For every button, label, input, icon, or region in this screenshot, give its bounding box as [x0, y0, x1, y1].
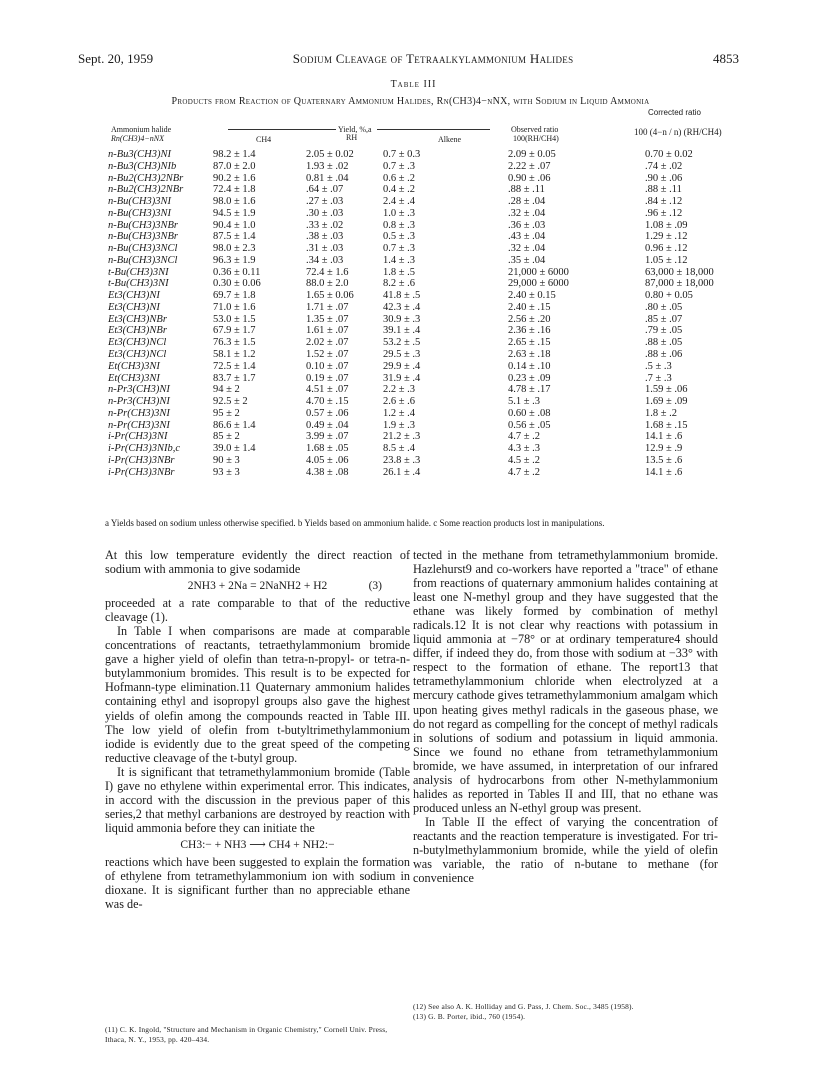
table-label: Table III — [390, 79, 437, 90]
reference-12: (12) See also A. K. Holliday and G. Pass, J. Chem. Soc., 3485 (1958). — [413, 1002, 634, 1011]
table-cell: 4.70 ± .15 — [306, 396, 349, 408]
table-cell: 67.9 ± 1.7 — [213, 325, 256, 337]
table-cell: .35 ± .04 — [508, 254, 546, 266]
table-cell: i-Pr(CH3)3NBr — [108, 466, 175, 478]
table-cell: 1.9 ± .3 — [383, 419, 416, 431]
table-cell: 53.0 ± 1.5 — [213, 313, 256, 325]
paragraph: proceeded at a rate comparable to that of the reductive cleavage (1). — [105, 596, 410, 625]
table-cell: 4.7 ± .2 — [508, 466, 541, 478]
table-cell: 83.7 ± 1.7 — [213, 372, 256, 384]
table-row — [0, 325, 827, 337]
table-cell: 2.40 ± 0.15 — [508, 290, 556, 302]
header-rh: RH — [346, 133, 358, 142]
table-row — [0, 455, 827, 467]
table-cell: 0.96 ± .12 — [645, 243, 688, 255]
table-cell: 2.40 ± .15 — [508, 301, 551, 313]
table-cell: 0.81 ± .04 — [306, 172, 349, 184]
table-cell: .7 ± .3 — [645, 372, 672, 384]
table-cell: 94 ± 2 — [213, 384, 240, 396]
table-row — [0, 220, 827, 232]
table-cell: 1.8 ± .2 — [645, 407, 678, 419]
table-cell: .28 ± .04 — [508, 196, 546, 208]
reference-list-left — [105, 1025, 410, 1044]
table-cell: 1.52 ± .07 — [306, 349, 349, 361]
header-formula: Rn(CH3)4−nNX — [111, 134, 164, 143]
table-cell: 29,000 ± 6000 — [508, 278, 569, 290]
table-cell: 0.8 ± .3 — [383, 219, 416, 231]
table-cell: 1.71 ± .07 — [306, 301, 349, 313]
table-cell: 87.0 ± 2.0 — [213, 160, 256, 172]
table-cell: 1.08 ± .09 — [645, 219, 688, 231]
yield-rule-right — [377, 129, 490, 130]
table-cell: n-Bu3(CH3)NIb — [108, 160, 177, 172]
table-cell: 0.23 ± .09 — [508, 372, 551, 384]
table-cell: 1.4 ± .3 — [383, 254, 416, 266]
header-corrected-formula: 100 (4−n / n) (RH/CH4) — [634, 127, 722, 137]
page-header — [78, 51, 739, 67]
header-ch4: CH4 — [256, 135, 272, 144]
equation-text: CH3:− + NH3 ⟶ CH4 + NH2:− — [180, 838, 335, 851]
table-cell: .31 ± .03 — [306, 243, 344, 255]
table-cell: 2.65 ± .15 — [508, 337, 551, 349]
table-cell: 13.5 ± .6 — [645, 454, 683, 466]
table-cell: Et3(CH3)NI — [108, 290, 160, 302]
table-cell: 90.2 ± 1.6 — [213, 172, 256, 184]
table-cell: .88 ± .05 — [645, 337, 683, 349]
table-cell: n-Pr3(CH3)NI — [108, 396, 170, 408]
table-cell: n-Pr(CH3)3NI — [108, 407, 170, 419]
header-date: Sept. 20, 1959 — [78, 51, 154, 66]
table-cell: t-Bu(CH3)3NI — [108, 266, 169, 278]
table-cell: 4.5 ± .2 — [508, 454, 541, 466]
header-observed-formula: 100(RH/CH4) — [513, 134, 559, 143]
table-row — [0, 467, 827, 479]
table-row — [0, 278, 827, 290]
table-cell: 2.36 ± .16 — [508, 325, 551, 337]
table-cell: .96 ± .12 — [645, 207, 683, 219]
table-cell: 1.93 ± .02 — [306, 160, 349, 172]
table-cell: .74 ± .02 — [645, 160, 683, 172]
paragraph: At this low temperature evidently the direct reaction of sodium with ammonia to give sodamide — [105, 548, 410, 577]
table-cell: 4.38 ± .08 — [306, 466, 349, 478]
table-cell: 0.7 ± .3 — [383, 243, 416, 255]
table-cell: 1.05 ± .12 — [645, 254, 688, 266]
table-cell: 69.7 ± 1.8 — [213, 290, 256, 302]
table-cell: .64 ± .07 — [306, 184, 344, 196]
table-cell: .32 ± .04 — [508, 243, 546, 255]
table-cell: 76.3 ± 1.5 — [213, 337, 256, 349]
table-cell: .32 ± .04 — [508, 207, 546, 219]
table-cell: 14.1 ± .6 — [645, 431, 683, 443]
table-cell: 85 ± 2 — [213, 431, 240, 443]
table-cell: .88 ± .11 — [508, 184, 545, 196]
table-cell: i-Pr(CH3)3NIb,c — [108, 443, 181, 455]
table-cell: Et3(CH3)NCl — [108, 349, 167, 361]
table-cell: 0.10 ± .07 — [306, 360, 349, 372]
table-cell: 1.2 ± .4 — [383, 407, 416, 419]
table-cell: 0.6 ± .2 — [383, 172, 416, 184]
table-row — [0, 408, 827, 420]
corrected-ratio-label: Corrected ratio — [648, 108, 701, 117]
table-cell: 92.5 ± 2 — [213, 396, 248, 408]
paragraph: In Table I when comparisons are made at comparable concentrations of reactants, tetraethylammonium bromide gave a higher yield of olefin than tetra-n-propyl- or tetra-n-butylammonium bromides. This result is to be expected for Hofmann-type elimination.11 Quaternary ammonium halides containing ethyl and isopropyl groups also gave the highest yields of olefin among the compounds reacted in Table III. The low yield of olefin from t-butyltrimethylammonium iodide is evidently due to the great speed of the competing reductive cleavage of the t-butyl group. — [105, 624, 410, 765]
table-cell: 23.8 ± .3 — [383, 454, 421, 466]
table-cell: 4.05 ± .06 — [306, 454, 349, 466]
table-cell: 26.1 ± .4 — [383, 466, 421, 478]
table-cell: 0.70 ± 0.02 — [645, 149, 693, 160]
table-row — [0, 373, 827, 385]
header-ammonium-halide: Ammonium halide — [111, 125, 172, 134]
right-column — [413, 548, 718, 885]
table-cell: 87.5 ± 1.4 — [213, 231, 256, 243]
table-cell: 4.7 ± .2 — [508, 431, 541, 443]
table-cell: 0.14 ± .10 — [508, 360, 551, 372]
table-cell: t-Bu(CH3)3NI — [108, 278, 169, 290]
table-cell: 95 ± 2 — [213, 407, 240, 419]
paragraph: It is significant that tetramethylammonium bromide (Table I) gave no ethylene within experimental error. This indicates, in accord with the discussion in the previous paper of this series,2 that methyl carbanions are destroyed by reaction with liquid ammonia before they can initiate the — [105, 764, 410, 835]
table-cell: 2.63 ± .18 — [508, 349, 551, 361]
table-cell: 2.05 ± 0.02 — [306, 149, 354, 160]
table-cell: 1.65 ± 0.06 — [306, 290, 354, 302]
table-row — [0, 161, 827, 173]
table-cell: 1.59 ± .06 — [645, 384, 688, 396]
table-cell: 2.22 ± .07 — [508, 160, 551, 172]
table-cell: .85 ± .07 — [645, 313, 683, 325]
table-row — [0, 314, 827, 326]
header-title: Sodium Cleavage of Tetraalkylammonium Halides — [292, 51, 574, 66]
table-cell: .38 ± .03 — [306, 231, 344, 243]
table-cell: n-Bu(CH3)3NCl — [108, 243, 178, 255]
table-cell: 0.60 ± .08 — [508, 407, 551, 419]
table-cell: 87,000 ± 18,000 — [645, 278, 714, 290]
table-cell: 39.0 ± 1.4 — [213, 443, 256, 455]
table-cell: 8.2 ± .6 — [383, 278, 416, 290]
table-cell: 2.09 ± 0.05 — [508, 149, 556, 160]
table-cell: 90 ± 3 — [213, 454, 240, 466]
table-row — [0, 302, 827, 314]
table-cell: 72.4 ± 1.6 — [306, 266, 349, 278]
table-cell: 86.6 ± 1.4 — [213, 419, 256, 431]
table-row — [0, 231, 827, 243]
table-cell: .84 ± .12 — [645, 196, 683, 208]
table-cell: 0.90 ± .06 — [508, 172, 551, 184]
table-cell: Et(CH3)3NI — [108, 372, 160, 384]
table-cell: Et3(CH3)NI — [108, 301, 160, 313]
table-footnote: a Yields based on sodium unless otherwise specified. b Yields based on ammonium halide. c Some reaction products lost in manipulations. — [105, 518, 605, 528]
equation-4 — [105, 838, 410, 852]
equation-3 — [105, 579, 410, 593]
table-cell: 21.2 ± .3 — [383, 431, 421, 443]
table-cell: n-Bu2(CH3)2NBr — [108, 172, 184, 184]
table-cell: 2.4 ± .4 — [383, 196, 416, 208]
table-cell: 0.4 ± .2 — [383, 184, 416, 196]
table-cell: n-Bu2(CH3)2NBr — [108, 184, 184, 196]
yield-rule-left — [228, 129, 336, 130]
table-cell: 0.49 ± .04 — [306, 419, 349, 431]
table-cell: 30.9 ± .3 — [383, 313, 421, 325]
table-row — [0, 431, 827, 443]
table-row — [0, 420, 827, 432]
table-row — [0, 337, 827, 349]
table-cell: 1.8 ± .5 — [383, 266, 416, 278]
table-title: Products from Reaction of Quaternary Ammonium Halides, Rn(CH3)4−nNX, with Sodium in Liquid Ammonia — [171, 96, 650, 107]
table-cell: Et3(CH3)NBr — [108, 325, 167, 337]
table-cell: 14.1 ± .6 — [645, 466, 683, 478]
table-cell: n-Bu(CH3)3NBr — [108, 219, 178, 231]
table-cell: 1.68 ± .05 — [306, 443, 349, 455]
table-cell: 1.35 ± .07 — [306, 313, 349, 325]
table-cell: .34 ± .03 — [306, 254, 344, 266]
table-cell: n-Bu(CH3)3NI — [108, 196, 171, 208]
table-cell: 8.5 ± .4 — [383, 443, 416, 455]
table-cell: 96.3 ± 1.9 — [213, 254, 256, 266]
table-cell: 94.5 ± 1.9 — [213, 207, 256, 219]
table-row — [0, 255, 827, 267]
table-row — [0, 384, 827, 396]
table-row — [0, 396, 827, 408]
table-cell: n-Bu3(CH3)NI — [108, 149, 171, 160]
table-cell: .27 ± .03 — [306, 196, 344, 208]
header-alkene: Alkene — [438, 135, 462, 144]
table-cell: 53.2 ± .5 — [383, 337, 421, 349]
header-yield: Yield, %,a — [338, 125, 372, 134]
table-row — [0, 173, 827, 185]
table-cell: 63,000 ± 18,000 — [645, 266, 714, 278]
table-cell: 2.2 ± .3 — [383, 384, 416, 396]
table-body — [0, 149, 827, 478]
table-cell: .30 ± .03 — [306, 207, 344, 219]
table-cell: .88 ± .06 — [645, 349, 683, 361]
table-cell: 1.68 ± .15 — [645, 419, 688, 431]
table-cell: 12.9 ± .9 — [645, 443, 683, 455]
equation-number: (3) — [368, 580, 382, 593]
table-cell: 2.56 ± .20 — [508, 313, 551, 325]
table-cell: 0.80 + 0.05 — [645, 290, 693, 302]
table-cell: 98.2 ± 1.4 — [213, 149, 256, 160]
table-cell: 41.8 ± .5 — [383, 290, 421, 302]
table-cell: 3.99 ± .07 — [306, 431, 349, 443]
table-cell: 1.29 ± .12 — [645, 231, 688, 243]
table-cell: 39.1 ± .4 — [383, 325, 421, 337]
table-cell: Et(CH3)3NI — [108, 360, 160, 372]
table-cell: .33 ± .02 — [306, 219, 344, 231]
table-header — [0, 121, 827, 149]
table-row — [0, 243, 827, 255]
table-cell: 93 ± 3 — [213, 466, 240, 478]
table-cell: 98.0 ± 2.3 — [213, 243, 256, 255]
table-cell: 0.5 ± .3 — [383, 231, 416, 243]
table-cell: .80 ± .05 — [645, 301, 683, 313]
header-page-number: 4853 — [712, 51, 739, 66]
table-cell: 72.4 ± 1.8 — [213, 184, 256, 196]
table-cell: 31.9 ± .4 — [383, 372, 421, 384]
reference-13: (13) G. B. Porter, ibid., 760 (1954). — [413, 1011, 526, 1021]
table-cell: .79 ± .05 — [645, 325, 683, 337]
table-cell: 72.5 ± 1.4 — [213, 360, 256, 372]
table-cell: i-Pr(CH3)3NBr — [108, 454, 175, 466]
table-cell: .43 ± .04 — [508, 231, 546, 243]
table-cell: .5 ± .3 — [645, 360, 672, 372]
table-cell: 29.5 ± .3 — [383, 349, 421, 361]
table-cell: 0.7 ± .3 — [383, 160, 416, 172]
paragraph: reactions which have been suggested to explain the formation of ethylene from tetramethylammonium ion with sodium in dioxane. It is significant further than no appreciable ethane was de- — [105, 854, 410, 912]
table-cell: n-Pr(CH3)3NI — [108, 419, 170, 431]
table-cell: 1.0 ± .3 — [383, 207, 416, 219]
paragraph: tected in the methane from tetramethylammonium bromide. Hazlehurst9 and co-workers have reported a "trace" of ethane from reactions of quaternary ammonium halides containing at least one N-methyl group and they have suggested that the ethane was likely formed by combination of methyl radicals.12 It is not clear why reactions with potassium in liquid ammonia at −78° or at ordinary temperature4 should differ, if indeed they do, from those with sodium at −33° with respect to the formation of ethane. The report13 that tetramethylammonium chloride when electrolyzed at a mercury cathode gives tetramethylammonium amalgam which upon heating gives methyl radicals in the gaseous phase, we do not regard as compelling for the concept of methyl radicals in solutions of sodium and potassium in liquid ammonia. Since we found no ethane from tetramethylammonium bromide, we have assumed, in interpretation of our infrared analysis of hydrocarbons from other N-methylammonium halides as reported in Tables II and III, that no ethane was produced unless an N-ethyl group was present. — [413, 548, 718, 815]
table-row — [0, 267, 827, 279]
table-row — [0, 349, 827, 361]
table-cell: 1.61 ± .07 — [306, 325, 349, 337]
table-cell: Et3(CH3)NBr — [108, 313, 167, 325]
reference-list-right — [413, 1002, 718, 1021]
table-cell: 0.36 ± 0.11 — [213, 266, 261, 278]
table-cell: 2.02 ± .07 — [306, 337, 349, 349]
table-row — [0, 208, 827, 220]
table-cell: 71.0 ± 1.6 — [213, 301, 256, 313]
table-cell: 0.7 ± 0.3 — [383, 149, 421, 160]
table-row — [0, 361, 827, 373]
left-column — [105, 548, 410, 911]
table-cell: 4.3 ± .3 — [508, 443, 541, 455]
table-row — [0, 290, 827, 302]
table-cell: 0.30 ± 0.06 — [213, 278, 261, 290]
table-cell: 4.78 ± .17 — [508, 384, 551, 396]
table-cell: 5.1 ± .3 — [508, 396, 541, 408]
table-cell: i-Pr(CH3)3NI — [108, 431, 168, 443]
table-cell: Et3(CH3)NCl — [108, 337, 167, 349]
reference-11: (11) C. K. Ingold, "Structure and Mechanism in Organic Chemistry," Cornell Univ. Press, Ithaca, N. Y., 1953, pp. 420–434. — [105, 1025, 388, 1044]
table-row — [0, 443, 827, 455]
table-cell: .90 ± .06 — [645, 172, 683, 184]
table-cell: 88.0 ± 2.0 — [306, 278, 349, 290]
table-cell: 58.1 ± 1.2 — [213, 349, 256, 361]
paragraph: In Table II the effect of varying the concentration of reactants and the reaction temperature is investigated. For tri-n-butylmethylammonium bromide, while the yield of olefin was variable, the ratio of n-butane to methane (for convenience — [413, 814, 718, 886]
table-cell: 29.9 ± .4 — [383, 360, 421, 372]
table-cell: .88 ± .11 — [645, 184, 682, 196]
table-cell: .36 ± .03 — [508, 219, 546, 231]
table-cell: 2.6 ± .6 — [383, 396, 416, 408]
table-cell: 0.56 ± .05 — [508, 419, 551, 431]
table-cell: 0.57 ± .06 — [306, 407, 349, 419]
table-cell: 90.4 ± 1.0 — [213, 219, 256, 231]
table-cell: n-Bu(CH3)3NI — [108, 207, 171, 219]
table-row — [0, 184, 827, 196]
table-cell: 21,000 ± 6000 — [508, 266, 569, 278]
table-cell: n-Pr3(CH3)NI — [108, 384, 170, 396]
table-cell: n-Bu(CH3)3NCl — [108, 254, 178, 266]
table-cell: n-Bu(CH3)3NBr — [108, 231, 178, 243]
table-row — [0, 196, 827, 208]
table-cell: 98.0 ± 1.6 — [213, 196, 256, 208]
table-cell: 1.69 ± .09 — [645, 396, 688, 408]
equation-text: 2NH3 + 2Na = 2NaNH2 + H2 — [187, 580, 328, 593]
table-cell: 42.3 ± .4 — [383, 301, 421, 313]
header-observed-ratio: Observed ratio — [511, 125, 559, 134]
table-row — [0, 149, 827, 161]
table-cell: 0.19 ± .07 — [306, 372, 349, 384]
table-cell: 4.51 ± .07 — [306, 384, 349, 396]
